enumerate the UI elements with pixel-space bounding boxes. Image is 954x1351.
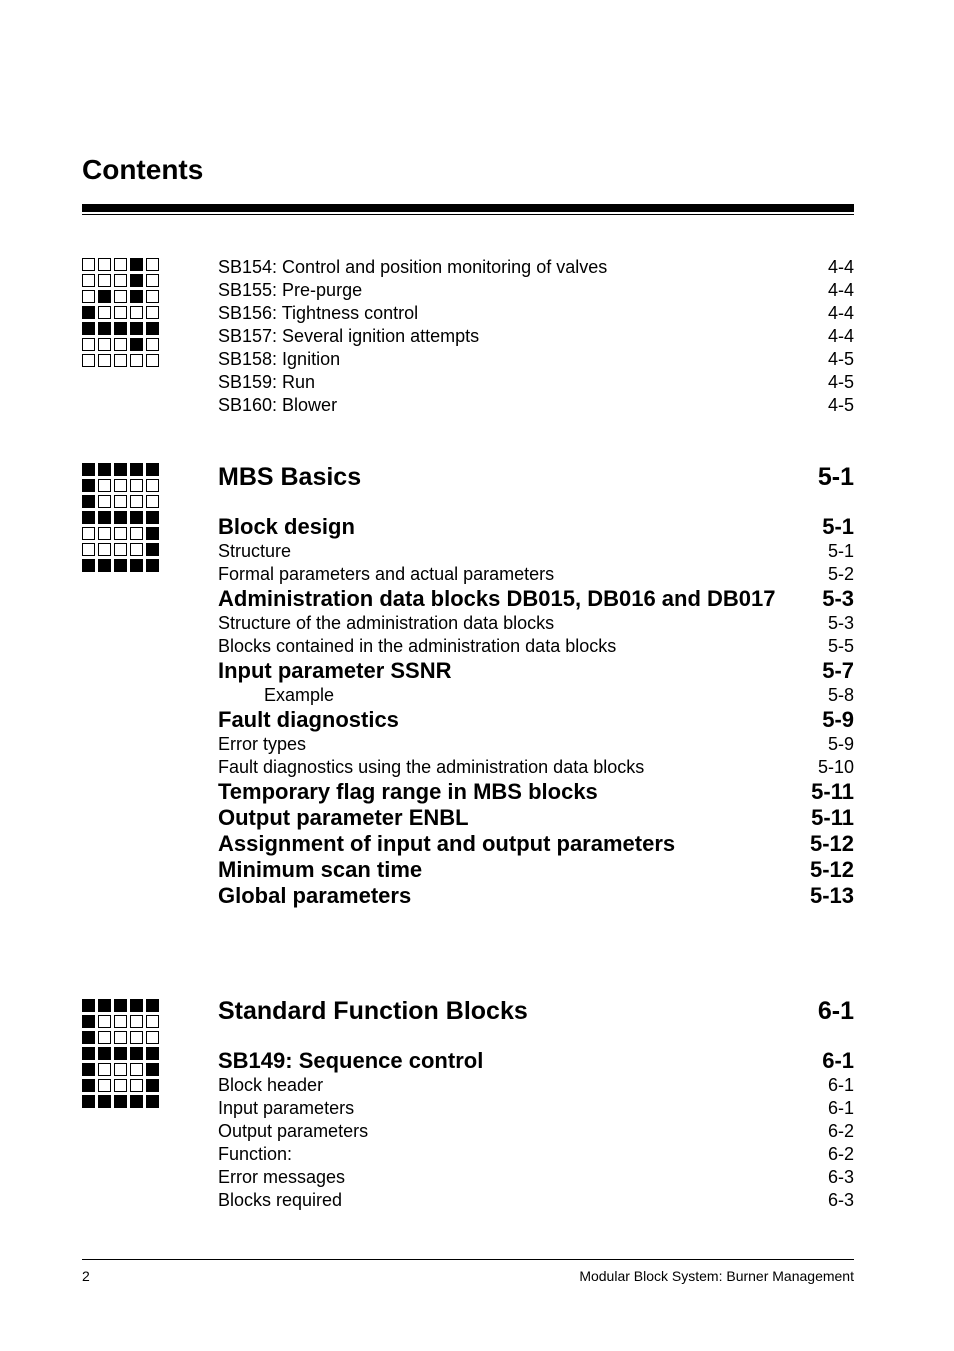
- grid-cell: [146, 1015, 159, 1028]
- grid-cell: [98, 1079, 111, 1092]
- toc-entry-page: 5-1: [827, 541, 854, 561]
- toc-entry-label: Input parameter SSNR: [218, 658, 452, 683]
- grid-cell: [98, 306, 111, 319]
- grid-cell: [98, 290, 111, 303]
- grid-cell: [130, 1015, 143, 1028]
- toc-entry[interactable]: [218, 805, 854, 831]
- grid-cell: [82, 559, 95, 572]
- toc-entry[interactable]: [218, 394, 854, 417]
- grid-cell: [130, 1063, 143, 1076]
- grid-cell: [130, 543, 143, 556]
- grid-cell: [82, 306, 95, 319]
- grid-cell: [98, 543, 111, 556]
- toc-entry-page: 6-1: [827, 1098, 854, 1118]
- grid-cell: [130, 511, 143, 524]
- toc-entry-label: Structure of the administration data blocks: [218, 613, 555, 633]
- grid-cell: [82, 999, 95, 1012]
- toc-entry-page: 4-4: [827, 280, 854, 300]
- toc-entry-page: 5-11: [811, 805, 854, 830]
- toc-entry-page: 6-1: [817, 997, 854, 1025]
- grid-cell: [130, 559, 143, 572]
- grid-cell: [130, 1047, 143, 1060]
- toc-entry[interactable]: [218, 1097, 854, 1120]
- grid-cell: [114, 1031, 127, 1044]
- grid-cell: [82, 354, 95, 367]
- toc-entry[interactable]: [218, 756, 854, 779]
- chapter-6-entries: [218, 996, 854, 1212]
- grid-cell: [98, 274, 111, 287]
- grid-cell: [146, 1079, 159, 1092]
- grid-cell: [98, 463, 111, 476]
- chapter-6-marker-grid: [82, 999, 159, 1108]
- toc-entry[interactable]: [218, 612, 854, 635]
- grid-cell: [82, 527, 95, 540]
- toc-entry[interactable]: [218, 658, 854, 684]
- grid-cell: [130, 306, 143, 319]
- toc-entry[interactable]: [218, 256, 854, 279]
- page-footer: [82, 1268, 854, 1284]
- grid-cell: [98, 1031, 111, 1044]
- grid-cell: [114, 463, 127, 476]
- grid-cell: [114, 559, 127, 572]
- grid-cell: [130, 1031, 143, 1044]
- grid-cell: [114, 495, 127, 508]
- toc-entry[interactable]: [218, 1048, 854, 1074]
- grid-cell: [114, 1079, 127, 1092]
- grid-cell: [98, 479, 111, 492]
- toc-entry-label: Fault diagnostics: [218, 707, 399, 732]
- section-spacer: [218, 1026, 854, 1048]
- grid-cell: [114, 338, 127, 351]
- toc-entry-page: 5-9: [827, 734, 854, 754]
- grid-cell: [146, 511, 159, 524]
- grid-cell: [98, 999, 111, 1012]
- grid-cell: [146, 559, 159, 572]
- grid-cell: [82, 543, 95, 556]
- grid-cell: [114, 527, 127, 540]
- toc-entry-label: Administration data blocks DB015, DB016 and DB017: [218, 586, 776, 611]
- grid-cell: [82, 274, 95, 287]
- grid-cell: [130, 1095, 143, 1108]
- toc-entry-label: SB154: Control and position monitoring of valves: [218, 257, 608, 277]
- toc-entry-label: Blocks required: [218, 1190, 343, 1210]
- grid-cell: [98, 1047, 111, 1060]
- grid-cell: [114, 1063, 127, 1076]
- grid-cell: [146, 290, 159, 303]
- grid-cell: [82, 479, 95, 492]
- toc-entry-page: 6-2: [827, 1121, 854, 1141]
- grid-cell: [130, 479, 143, 492]
- toc-entry[interactable]: [218, 779, 854, 805]
- grid-cell: [130, 322, 143, 335]
- toc-entry[interactable]: [218, 586, 854, 612]
- toc-entry-page: 5-3: [827, 613, 854, 633]
- grid-cell: [146, 1047, 159, 1060]
- toc-entry-label: Temporary flag range in MBS blocks: [218, 779, 598, 804]
- grid-cell: [98, 354, 111, 367]
- chapter-4-entries: [218, 256, 854, 417]
- toc-entry-label: Standard Function Blocks: [218, 997, 528, 1025]
- toc-entry-page: 5-1: [822, 514, 854, 539]
- toc-entry[interactable]: [218, 348, 854, 371]
- toc-entry-label: Minimum scan time: [218, 857, 423, 882]
- toc-entry[interactable]: [218, 371, 854, 394]
- toc-entry-page: 4-4: [827, 257, 854, 277]
- grid-cell: [146, 1063, 159, 1076]
- toc-entry-page: 5-1: [817, 463, 854, 491]
- toc-entry-label: Formal parameters and actual parameters: [218, 564, 555, 584]
- chapter-4-marker-grid: [82, 258, 159, 367]
- chapter-5-marker-grid: [82, 463, 159, 572]
- grid-cell: [146, 354, 159, 367]
- toc-entry-label: Blocks contained in the administration data blocks: [218, 636, 617, 656]
- toc-entry-page: 4-4: [827, 326, 854, 346]
- grid-cell: [130, 1079, 143, 1092]
- toc-entry[interactable]: [218, 1120, 854, 1143]
- grid-cell: [114, 479, 127, 492]
- grid-cell: [146, 527, 159, 540]
- grid-cell: [146, 258, 159, 271]
- grid-cell: [82, 495, 95, 508]
- toc-entry[interactable]: [218, 302, 854, 325]
- toc-entry[interactable]: [218, 540, 854, 563]
- grid-cell: [146, 495, 159, 508]
- toc-entry-page: 5-5: [827, 636, 854, 656]
- grid-cell: [98, 511, 111, 524]
- grid-cell: [114, 1047, 127, 1060]
- toc-entry[interactable]: [218, 831, 854, 857]
- toc-entry-label: Assignment of input and output parameters: [218, 831, 676, 856]
- grid-cell: [146, 463, 159, 476]
- toc-entry[interactable]: [218, 883, 854, 909]
- grid-cell: [114, 258, 127, 271]
- grid-cell: [130, 354, 143, 367]
- toc-entry-label: SB158: Ignition: [218, 349, 341, 369]
- toc-entry-label: Function:: [218, 1144, 293, 1164]
- toc-entry-page: 5-12: [809, 831, 854, 856]
- grid-cell: [130, 274, 143, 287]
- grid-cell: [98, 559, 111, 572]
- toc-entry-label: SB149: Sequence control: [218, 1048, 484, 1073]
- toc-entry-label: SB155: Pre-purge: [218, 280, 363, 300]
- toc-entry[interactable]: [218, 563, 854, 586]
- toc-entry[interactable]: [218, 635, 854, 658]
- grid-cell: [82, 463, 95, 476]
- grid-cell: [98, 527, 111, 540]
- grid-cell: [82, 1079, 95, 1092]
- toc-entry-page: 6-1: [822, 1048, 854, 1073]
- toc-entry-page: 5-13: [809, 883, 854, 908]
- toc-entry-label: Block design: [218, 514, 355, 539]
- toc-entry[interactable]: [218, 462, 854, 492]
- grid-cell: [146, 1031, 159, 1044]
- grid-cell: [130, 463, 143, 476]
- document-title: Modular Block System: Burner Management: [579, 1268, 854, 1284]
- grid-cell: [114, 274, 127, 287]
- grid-cell: [82, 1095, 95, 1108]
- toc-entry-label: Structure: [218, 541, 292, 561]
- toc-entry-label: SB156: Tightness control: [218, 303, 419, 323]
- grid-cell: [114, 511, 127, 524]
- toc-entry-label: Input parameters: [218, 1098, 355, 1118]
- grid-cell: [114, 1095, 127, 1108]
- grid-cell: [130, 338, 143, 351]
- toc-entry[interactable]: [218, 279, 854, 302]
- grid-cell: [146, 274, 159, 287]
- grid-cell: [98, 258, 111, 271]
- grid-cell: [114, 1015, 127, 1028]
- toc-entry-page: 4-5: [827, 372, 854, 392]
- grid-cell: [82, 338, 95, 351]
- toc-entry[interactable]: [218, 325, 854, 348]
- footer-rule: [82, 1259, 854, 1260]
- grid-cell: [82, 1047, 95, 1060]
- toc-entry-label: Error messages: [218, 1167, 346, 1187]
- grid-cell: [146, 543, 159, 556]
- grid-cell: [82, 1031, 95, 1044]
- grid-cell: [146, 999, 159, 1012]
- toc-entry-page: 5-3: [822, 586, 854, 611]
- toc-entry-page: 5-8: [827, 685, 854, 705]
- toc-entry[interactable]: [218, 857, 854, 883]
- toc-entry-label: Fault diagnostics using the administration data blocks: [218, 757, 645, 777]
- grid-cell: [114, 354, 127, 367]
- grid-cell: [114, 543, 127, 556]
- toc-entry[interactable]: [218, 707, 854, 733]
- grid-cell: [98, 322, 111, 335]
- toc-entry-page: 5-9: [822, 707, 854, 732]
- grid-cell: [82, 322, 95, 335]
- grid-cell: [98, 338, 111, 351]
- section-spacer: [218, 492, 854, 514]
- grid-cell: [114, 290, 127, 303]
- grid-cell: [98, 1063, 111, 1076]
- grid-cell: [130, 258, 143, 271]
- toc-entry-page: 6-1: [827, 1075, 854, 1095]
- chapter-5-entries: [218, 462, 854, 909]
- toc-entry-page: 5-12: [809, 857, 854, 882]
- toc-entry-label: SB157: Several ignition attempts: [218, 326, 480, 346]
- toc-entry-label: SB160: Blower: [218, 395, 338, 415]
- toc-entry-page: 4-5: [827, 349, 854, 369]
- grid-cell: [146, 1095, 159, 1108]
- toc-entry-label: SB159: Run: [218, 372, 316, 392]
- toc-entry-page: 6-2: [827, 1144, 854, 1164]
- toc-entry[interactable]: [218, 1166, 854, 1189]
- toc-entry-page: 5-7: [822, 658, 854, 683]
- grid-cell: [82, 290, 95, 303]
- page-number: 2: [82, 1268, 90, 1284]
- title-rule: [82, 204, 854, 212]
- grid-cell: [98, 1015, 111, 1028]
- grid-cell: [130, 290, 143, 303]
- grid-cell: [114, 322, 127, 335]
- toc-entry[interactable]: [218, 733, 854, 756]
- toc-entry-page: 5-10: [817, 757, 854, 777]
- grid-cell: [146, 338, 159, 351]
- toc-entry-page: 4-4: [827, 303, 854, 323]
- grid-cell: [98, 495, 111, 508]
- toc-entry[interactable]: [218, 514, 854, 540]
- toc-entry[interactable]: [218, 996, 854, 1026]
- page-title: Contents: [82, 154, 204, 185]
- toc-entry-label: Global parameters: [218, 883, 412, 908]
- grid-cell: [114, 306, 127, 319]
- toc-entry-label: Output parameters: [218, 1121, 369, 1141]
- grid-cell: [82, 1015, 95, 1028]
- toc-entry[interactable]: [218, 684, 854, 707]
- grid-cell: [98, 1095, 111, 1108]
- toc-entry-page: 4-5: [827, 395, 854, 415]
- toc-entry-label: Block header: [218, 1075, 324, 1095]
- grid-cell: [130, 999, 143, 1012]
- grid-cell: [82, 511, 95, 524]
- toc-entry-page: 6-3: [827, 1190, 854, 1210]
- grid-cell: [146, 306, 159, 319]
- toc-entry[interactable]: [218, 1189, 854, 1212]
- toc-entry-page: 6-3: [827, 1167, 854, 1187]
- toc-entry-page: 5-11: [811, 779, 854, 804]
- toc-entry-label: MBS Basics: [218, 463, 362, 491]
- grid-cell: [82, 258, 95, 271]
- toc-entry-label: Error types: [218, 734, 307, 754]
- grid-cell: [146, 479, 159, 492]
- grid-cell: [114, 999, 127, 1012]
- grid-cell: [130, 495, 143, 508]
- toc-entry-page: 5-2: [827, 564, 854, 584]
- toc-entry-label: Output parameter ENBL: [218, 805, 469, 830]
- grid-cell: [146, 322, 159, 335]
- toc-entry-label: Example: [264, 685, 335, 705]
- toc-entry[interactable]: [218, 1074, 854, 1097]
- toc-entry[interactable]: [218, 1143, 854, 1166]
- grid-cell: [82, 1063, 95, 1076]
- grid-cell: [130, 527, 143, 540]
